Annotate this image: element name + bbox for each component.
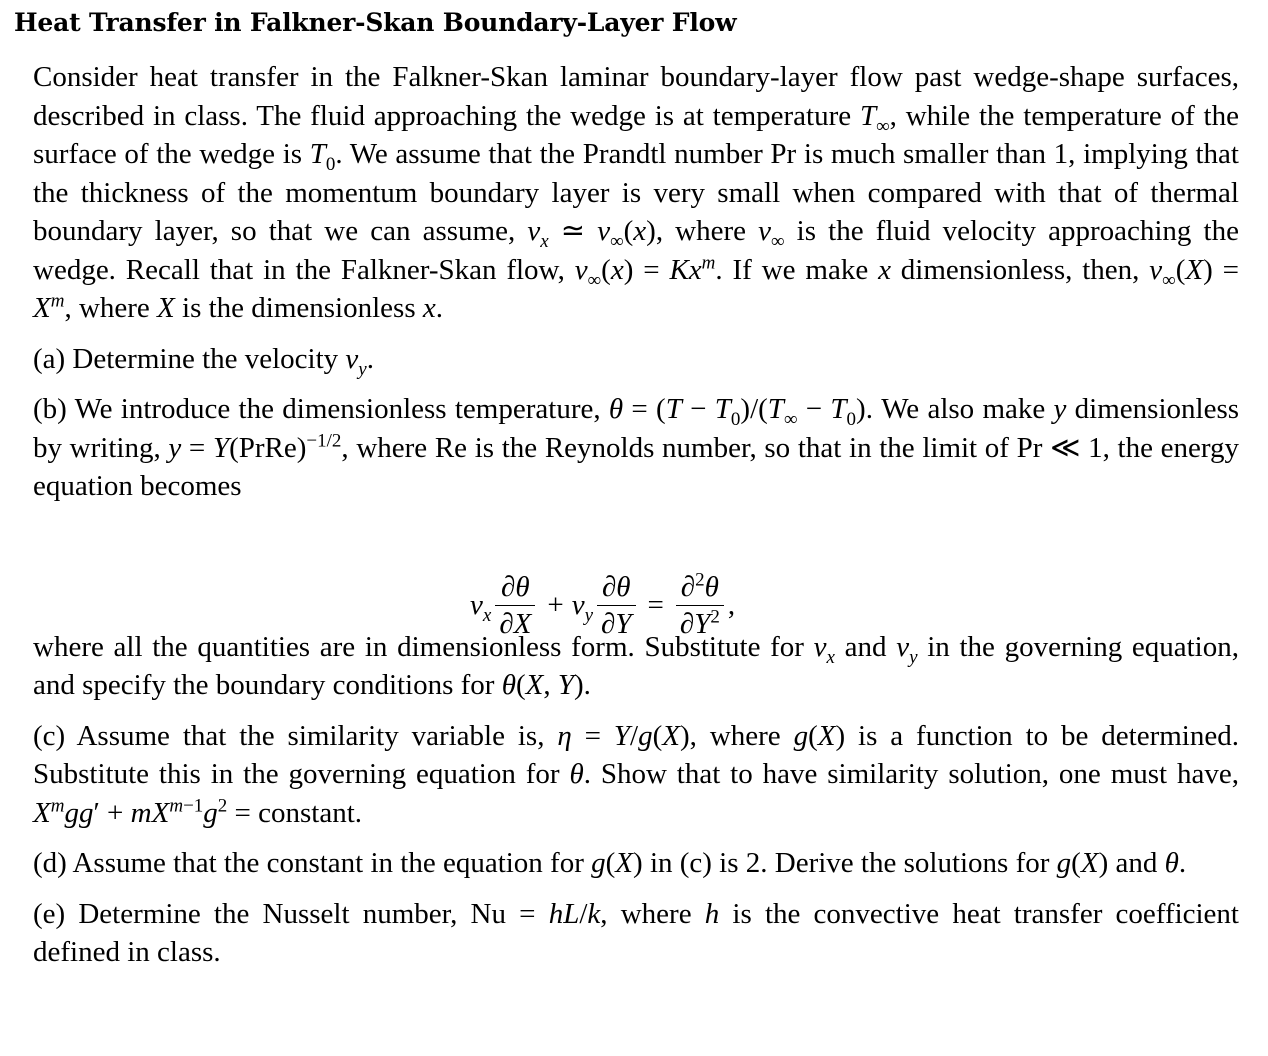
part-b: (b) We introduce the dimensionless temperature, $\theta = (T - T_0)/(T_\infty - T_0)$. We also make y dimensionless by writing, y = Y(PrRe)$^{-1/2}$, where Re is the Reynolds number, so that in the limit of Pr ≪ 1, the energy equation becomes <box>33 393 1240 502</box>
part-a: (a) Determine the velocity $v_y$. <box>33 342 374 380</box>
intro-paragraph: Consider heat transfer in the Falkner-Skan laminar boundary-layer flow past wedge-shape surfaces, described in class. The fluid approaching the wedge is at temperature $T_\infty$, while the temperature of the surface of the wedge is $T_0$. We assume that the Prandtl number Pr is much smaller than 1, implying that the thickness of the momentum boundary layer is very small when compared with that of thermal boundary layer, so that we can assume, $v_x$ ≃ $v_\infty(x)$, where $v_\infty$ is the fluid velocity approaching the wedge. Recall that in the Falkner-Skan flow, $v_\infty(x) = Kx^m$. If we make x dimensionless, then, $v_\infty(X) = X^m$, where X is the dimensionless x. <box>33 61 1239 324</box>
part-c: (c) Assume that the similarity variable is, η = Y/g(X), where g(X) is a function to be determined. Substitute this in the governing equation for θ. Show that to have similarity solution, one must have, $X^mgg' + mX^{m-1}g^2$ = constant. <box>33 719 1239 829</box>
page-title: Heat Transfer in Falkner-Skan Boundary-Layer Flow <box>14 8 737 37</box>
part-b-continued: where all the quantities are in dimensionless form. Substitute for $v_x$ and $v_y$ in the governing equation, and specify the boundary conditions for θ(X, Y). <box>33 630 1239 701</box>
problem-body <box>33 58 1239 972</box>
part-e: (e) Determine the Nusselt number, Nu = hL/k, where h is the convective heat transfer coefficient defined in class. <box>33 897 1239 968</box>
energy-equation: $v_x$ $\frac{\partial\theta}{\partial X}$ + $v_y$ $\frac{\partial\theta}{\partial Y}$ = $\frac{\partial^2\theta}{\partial Y^2}$ , <box>470 568 736 640</box>
part-d: (d) Assume that the constant in the equation for g(X) in (c) is 2. Derive the solutions for g(X) and θ. <box>33 847 1187 879</box>
